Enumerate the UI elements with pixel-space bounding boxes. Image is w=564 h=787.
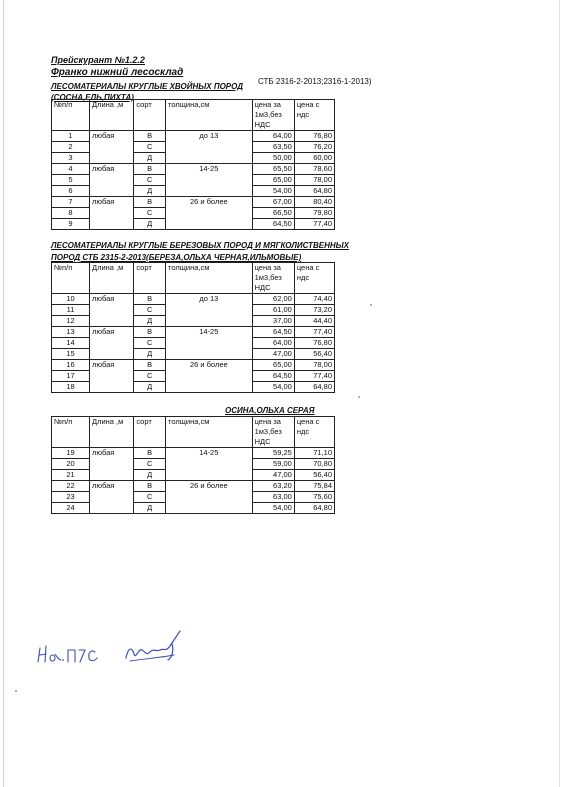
row-number: 15 [52, 349, 90, 360]
price-cell: 62,00 [252, 294, 294, 305]
length-cell [90, 208, 134, 219]
row-number: 20 [52, 459, 90, 470]
length-cell [90, 142, 134, 153]
table-row [52, 470, 335, 481]
col-grade-header: сорт [134, 417, 166, 448]
price-vat-cell: 79,80 [294, 208, 334, 219]
price-table-aspen [51, 416, 335, 514]
row-number: 21 [52, 470, 90, 481]
grade-cell: Д [134, 219, 166, 230]
price-cell: 63,00 [252, 492, 294, 503]
section-1-title-line2: (СОСНА,ЕЛЬ,ПИХТА) [51, 93, 134, 102]
table-header-row [52, 263, 335, 294]
length-cell [90, 338, 134, 349]
col-price-header: цена за 1м3,без НДС [252, 100, 294, 131]
col-price-header: цена за 1м3,без НДС [252, 417, 294, 448]
thickness-cell [166, 142, 253, 153]
row-number: 19 [52, 448, 90, 459]
price-vat-cell: 73,20 [294, 305, 334, 316]
row-number: 10 [52, 294, 90, 305]
grade-cell: В [134, 360, 166, 371]
price-cell: 65,00 [252, 360, 294, 371]
row-number: 12 [52, 316, 90, 327]
thickness-cell: 14-25 [166, 164, 253, 175]
length-cell: любая [90, 327, 134, 338]
row-number: 2 [52, 142, 90, 153]
thickness-cell: 26 и более [166, 481, 253, 492]
price-cell: 64,50 [252, 219, 294, 230]
grade-cell: С [134, 175, 166, 186]
row-number: 4 [52, 164, 90, 175]
table-row [52, 371, 335, 382]
price-cell: 64,00 [252, 338, 294, 349]
row-number: 18 [52, 382, 90, 393]
thickness-cell [166, 371, 253, 382]
price-vat-cell: 75,84 [294, 481, 334, 492]
table-row [52, 305, 335, 316]
table-row [52, 208, 335, 219]
scan-edge-right [559, 0, 560, 787]
price-cell: 63,20 [252, 481, 294, 492]
row-number: 7 [52, 197, 90, 208]
grade-cell: Д [134, 470, 166, 481]
price-vat-cell: 71,10 [294, 448, 334, 459]
length-cell: любая [90, 481, 134, 492]
price-cell: 47,00 [252, 470, 294, 481]
price-cell: 54,00 [252, 503, 294, 514]
row-number: 1 [52, 131, 90, 142]
table-header-row [52, 100, 335, 131]
thickness-cell [166, 503, 253, 514]
length-cell [90, 316, 134, 327]
row-number: 24 [52, 503, 90, 514]
table-row [52, 382, 335, 393]
thickness-cell [166, 316, 253, 327]
price-cell: 61,00 [252, 305, 294, 316]
price-vat-cell: 76,80 [294, 131, 334, 142]
thickness-cell [166, 382, 253, 393]
grade-cell: В [134, 481, 166, 492]
price-cell: 47,00 [252, 349, 294, 360]
table-row [52, 459, 335, 470]
row-number: 16 [52, 360, 90, 371]
price-cell: 64,50 [252, 327, 294, 338]
row-number: 17 [52, 371, 90, 382]
grade-cell: С [134, 371, 166, 382]
row-number: 23 [52, 492, 90, 503]
section-3-title: ОСИНА,ОЛЬХА СЕРАЯ [225, 406, 315, 415]
table-row [52, 349, 335, 360]
price-vat-cell: 64,80 [294, 382, 334, 393]
table-row [52, 481, 335, 492]
grade-cell: С [134, 459, 166, 470]
table-row [52, 153, 335, 164]
length-cell: любая [90, 294, 134, 305]
length-cell [90, 492, 134, 503]
price-cell: 59,00 [252, 459, 294, 470]
price-vat-cell: 56,40 [294, 470, 334, 481]
thickness-cell: 26 и более [166, 197, 253, 208]
price-cell: 50,00 [252, 153, 294, 164]
price-vat-cell: 74,40 [294, 294, 334, 305]
section-2-title [51, 240, 349, 264]
grade-cell: В [134, 327, 166, 338]
price-cell: 37,00 [252, 316, 294, 327]
grade-cell: В [134, 448, 166, 459]
price-table-birch [51, 262, 335, 393]
thickness-cell [166, 219, 253, 230]
price-cell: 66,50 [252, 208, 294, 219]
section-1-standard: СТБ 2316-2-2013;2316-1-2013) [258, 77, 372, 86]
price-vat-cell: 80,40 [294, 197, 334, 208]
table-row [52, 164, 335, 175]
price-vat-cell: 70,80 [294, 459, 334, 470]
col-price-header: цена за 1м3,без НДС [252, 263, 294, 294]
col-length-header: Длина ,м [90, 417, 134, 448]
col-thickness-header: толщина,см [166, 417, 253, 448]
price-vat-cell: 76,20 [294, 142, 334, 153]
table-row [52, 186, 335, 197]
grade-cell: В [134, 131, 166, 142]
grade-cell: С [134, 305, 166, 316]
thickness-cell [166, 186, 253, 197]
price-cell: 54,00 [252, 186, 294, 197]
price-vat-cell: 44,40 [294, 316, 334, 327]
length-cell [90, 503, 134, 514]
col-grade-header: сорт [134, 263, 166, 294]
grade-cell: В [134, 294, 166, 305]
thickness-cell: до 13 [166, 294, 253, 305]
table-row [52, 360, 335, 371]
length-cell [90, 470, 134, 481]
section-2-title-line1: ЛЕСОМАТЕРИАЛЫ КРУГЛЫЕ БЕРЕЗОВЫХ ПОРОД И МЯГКОЛИСТВЕННЫХ [51, 241, 350, 250]
scan-speck [15, 690, 17, 692]
price-vat-cell: 75,60 [294, 492, 334, 503]
col-number-header: №п/п [52, 100, 90, 131]
grade-cell: С [134, 208, 166, 219]
grade-cell: Д [134, 382, 166, 393]
col-price-vat-header: цена с ндс [294, 263, 334, 294]
pricelist-number: Прейскурант №1.2.2 [51, 55, 145, 65]
table-row [52, 338, 335, 349]
row-number: 5 [52, 175, 90, 186]
row-number: 13 [52, 327, 90, 338]
price-cell: 63,50 [252, 142, 294, 153]
table-row [52, 175, 335, 186]
thickness-cell [166, 208, 253, 219]
table-row [52, 197, 335, 208]
thickness-cell [166, 459, 253, 470]
price-vat-cell: 77,40 [294, 371, 334, 382]
row-number: 6 [52, 186, 90, 197]
length-cell [90, 459, 134, 470]
thickness-cell [166, 470, 253, 481]
price-cell: 67,00 [252, 197, 294, 208]
price-vat-cell: 78,60 [294, 164, 334, 175]
length-cell [90, 219, 134, 230]
grade-cell: С [134, 492, 166, 503]
price-vat-cell: 64,80 [294, 503, 334, 514]
row-number: 22 [52, 481, 90, 492]
price-cell: 65,00 [252, 175, 294, 186]
table-row [52, 219, 335, 230]
length-cell [90, 175, 134, 186]
col-thickness-header: толщина,см [166, 100, 253, 131]
grade-cell: Д [134, 153, 166, 164]
scan-speck [358, 396, 360, 398]
price-cell: 64,00 [252, 131, 294, 142]
price-vat-cell: 64,80 [294, 186, 334, 197]
length-cell: любая [90, 448, 134, 459]
thickness-cell: 14-25 [166, 448, 253, 459]
handwritten-position-note [35, 640, 105, 668]
grade-cell: Д [134, 349, 166, 360]
price-vat-cell: 77,40 [294, 219, 334, 230]
price-vat-cell: 78,00 [294, 360, 334, 371]
col-number-header: №п/п [52, 417, 90, 448]
col-grade-header: сорт [134, 100, 166, 131]
table-row [52, 142, 335, 153]
length-cell: любая [90, 164, 134, 175]
section-2-title-line2: ПОРОД СТБ 2315-2-2013(БЕРЕЗА,ОЛЬХА ЧЕРНАЯ,ИЛЬМОВЫЕ) [51, 253, 302, 262]
franco-subtitle: Франко нижний лесосклад [51, 67, 184, 78]
table-row [52, 503, 335, 514]
table-header-row [52, 417, 335, 448]
price-vat-cell: 60,00 [294, 153, 334, 164]
price-cell: 64,50 [252, 371, 294, 382]
signature-mark [122, 628, 184, 664]
grade-cell: В [134, 164, 166, 175]
length-cell: любая [90, 360, 134, 371]
length-cell [90, 153, 134, 164]
price-vat-cell: 78,00 [294, 175, 334, 186]
table-row [52, 316, 335, 327]
thickness-cell [166, 305, 253, 316]
length-cell [90, 305, 134, 316]
price-vat-cell: 76,80 [294, 338, 334, 349]
col-price-vat-header: цена с ндс [294, 417, 334, 448]
price-cell: 65,50 [252, 164, 294, 175]
row-number: 14 [52, 338, 90, 349]
price-table-conifer [51, 99, 335, 230]
grade-cell: В [134, 197, 166, 208]
scan-edge-left [3, 0, 4, 787]
thickness-cell [166, 349, 253, 360]
grade-cell: С [134, 142, 166, 153]
col-length-header: Длина ,м [90, 100, 134, 131]
thickness-cell [166, 492, 253, 503]
length-cell: любая [90, 197, 134, 208]
section-1-title-line1: ЛЕСОМАТЕРИАЛЫ КРУГЛЫЕ ХВОЙНЫХ ПОРОД [51, 82, 244, 91]
price-cell: 54,00 [252, 382, 294, 393]
table-row [52, 131, 335, 142]
col-thickness-header: толщина,см [166, 263, 253, 294]
thickness-cell: 26 и более [166, 360, 253, 371]
thickness-cell [166, 338, 253, 349]
length-cell: любая [90, 131, 134, 142]
length-cell [90, 371, 134, 382]
grade-cell: Д [134, 316, 166, 327]
thickness-cell [166, 153, 253, 164]
length-cell [90, 382, 134, 393]
table-row [52, 492, 335, 503]
col-price-vat-header: цена с ндс [294, 100, 334, 131]
length-cell [90, 186, 134, 197]
table-row [52, 327, 335, 338]
row-number: 11 [52, 305, 90, 316]
col-length-header: Длина ,м [90, 263, 134, 294]
thickness-cell [166, 175, 253, 186]
price-vat-cell: 56,40 [294, 349, 334, 360]
length-cell [90, 349, 134, 360]
col-number-header: №п/п [52, 263, 90, 294]
thickness-cell: 14-25 [166, 327, 253, 338]
price-cell: 59,25 [252, 448, 294, 459]
grade-cell: С [134, 338, 166, 349]
grade-cell: Д [134, 503, 166, 514]
table-row [52, 294, 335, 305]
thickness-cell: до 13 [166, 131, 253, 142]
table-row [52, 448, 335, 459]
price-vat-cell: 77,40 [294, 327, 334, 338]
row-number: 8 [52, 208, 90, 219]
grade-cell: Д [134, 186, 166, 197]
row-number: 9 [52, 219, 90, 230]
scan-speck [370, 304, 372, 306]
row-number: 3 [52, 153, 90, 164]
